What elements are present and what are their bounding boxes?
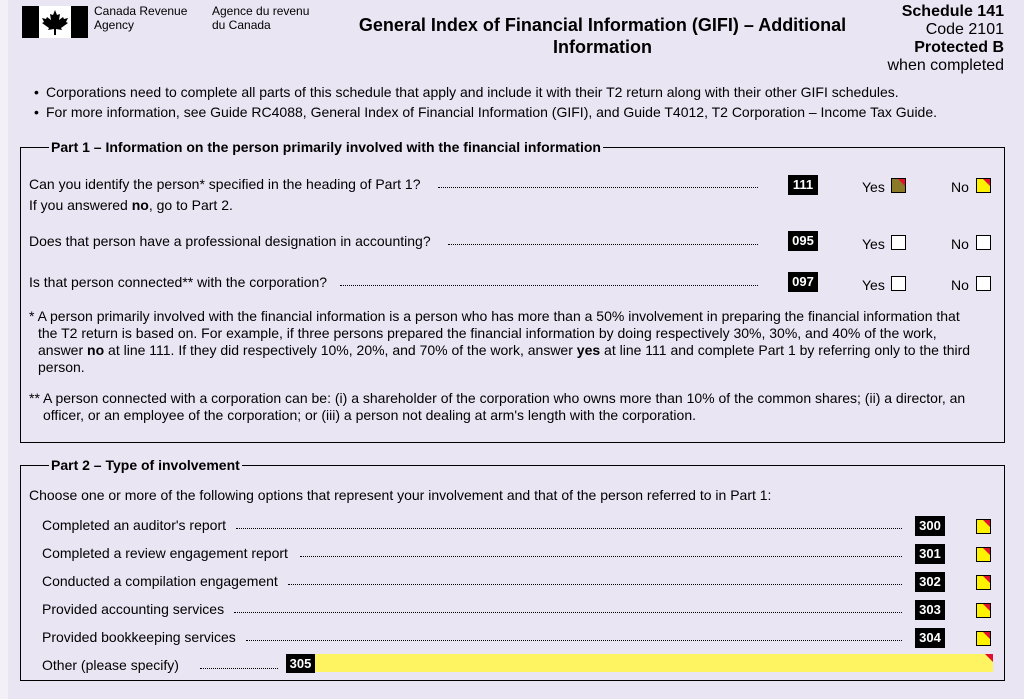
option-300-label: Completed an auditor's report: [42, 517, 226, 533]
canada-flag-icon: [22, 6, 88, 38]
line-code-303: 303: [915, 600, 945, 620]
agency-name-en: Canada Revenue Agency: [94, 4, 188, 32]
no-label: No: [951, 236, 969, 252]
q095-no-checkbox[interactable]: [976, 235, 991, 250]
line-code-302: 302: [915, 572, 945, 592]
yes-label: Yes: [862, 236, 885, 252]
footnote-connected: ** A person connected with a corporation can be: (i) a shareholder of the corporation who owns more than 10% of the common shares; (ii) a director, an officer, or an employee of the corporation; or (iii) a person not dealing at arm's length with the corporation.: [29, 390, 966, 423]
option-303-label: Provided accounting services: [42, 601, 225, 617]
question-097-label: Is that person connected** with the corporation?: [29, 274, 328, 290]
leader-dots: [236, 527, 902, 529]
option-302-checkbox[interactable]: [976, 575, 991, 590]
q097-no-checkbox[interactable]: [976, 276, 991, 291]
schedule-info: Schedule 141 Code 2101 Protected B when completed: [887, 3, 1004, 74]
question-111-hint: If you answered no, go to Part 2.: [29, 197, 233, 213]
option-304-label: Provided bookkeeping services: [42, 629, 236, 645]
yes-label: Yes: [862, 179, 885, 195]
part1-legend: Part 1 – Information on the person primarily involved with the financial information: [51, 139, 601, 155]
leader-dots: [340, 284, 758, 286]
q111-yes-checkbox[interactable]: [891, 178, 906, 193]
intro-bullet-1: • Corporations need to complete all parts of this schedule that apply and include it with their T2 return along with their other GIFI schedules.: [46, 83, 899, 101]
leader-dots: [438, 186, 758, 188]
intro-bullet-2: • For more information, see Guide RC4088, General Index of Financial Information (GIFI), and Guide T4012, T2 Corporation – Income Tax Guide.: [46, 103, 937, 121]
q111-no-checkbox[interactable]: [976, 178, 991, 193]
option-301-label: Completed a review engagement report: [42, 545, 288, 561]
q097-yes-checkbox[interactable]: [891, 276, 906, 291]
line-code-304: 304: [915, 628, 945, 648]
form-title: General Index of Financial Information (GIFI) – Additional Information: [358, 15, 847, 57]
option-301-checkbox[interactable]: [976, 547, 991, 562]
yes-label: Yes: [862, 277, 885, 293]
agency-name-fr: Agence du revenu du Canada: [212, 4, 310, 32]
leader-dots: [234, 611, 902, 613]
option-305-label: Other (please specify): [42, 657, 179, 673]
leader-dots: [288, 583, 902, 585]
part2-legend: Part 2 – Type of involvement: [51, 457, 240, 473]
line-code-300: 300: [915, 516, 945, 536]
q095-yes-checkbox[interactable]: [891, 235, 906, 250]
leader-dots: [448, 243, 758, 245]
line-code-111: 111: [788, 175, 818, 195]
leader-dots: [200, 667, 278, 669]
question-111-label: Can you identify the person* specified in the heading of Part 1?: [29, 176, 421, 192]
part2-instruction: Choose one or more of the following options that represent your involvement and that of the person referred to in Part 1:: [29, 487, 772, 503]
question-095-label: Does that person have a professional designation in accounting?: [29, 233, 431, 249]
no-label: No: [951, 179, 969, 195]
left-margin: [0, 0, 8, 699]
no-label: No: [951, 277, 969, 293]
option-304-checkbox[interactable]: [976, 631, 991, 646]
line-code-095: 095: [788, 231, 818, 251]
line-code-097: 097: [788, 272, 818, 292]
leader-dots: [246, 639, 902, 641]
line-code-305: 305: [286, 654, 315, 673]
option-302-label: Conducted a compilation engagement: [42, 573, 278, 589]
leader-dots: [300, 555, 902, 557]
option-300-checkbox[interactable]: [976, 519, 991, 534]
option-303-checkbox[interactable]: [976, 603, 991, 618]
other-specify-input[interactable]: [315, 654, 993, 672]
line-code-301: 301: [915, 544, 945, 564]
footnote-person: * A person primarily involved with the financial information is a person who has more than a 50% involvement in preparing the financial information that the T2 return is based on. For example, if three persons prepared the financial information by doing respectively 30%, 30%, and 40% of the work, answer no at line 111. If they did respectively 10%, 20%, and 70% of the work, answer yes at line 111 and complete Part 1 by referring only to the third person.: [29, 308, 971, 375]
